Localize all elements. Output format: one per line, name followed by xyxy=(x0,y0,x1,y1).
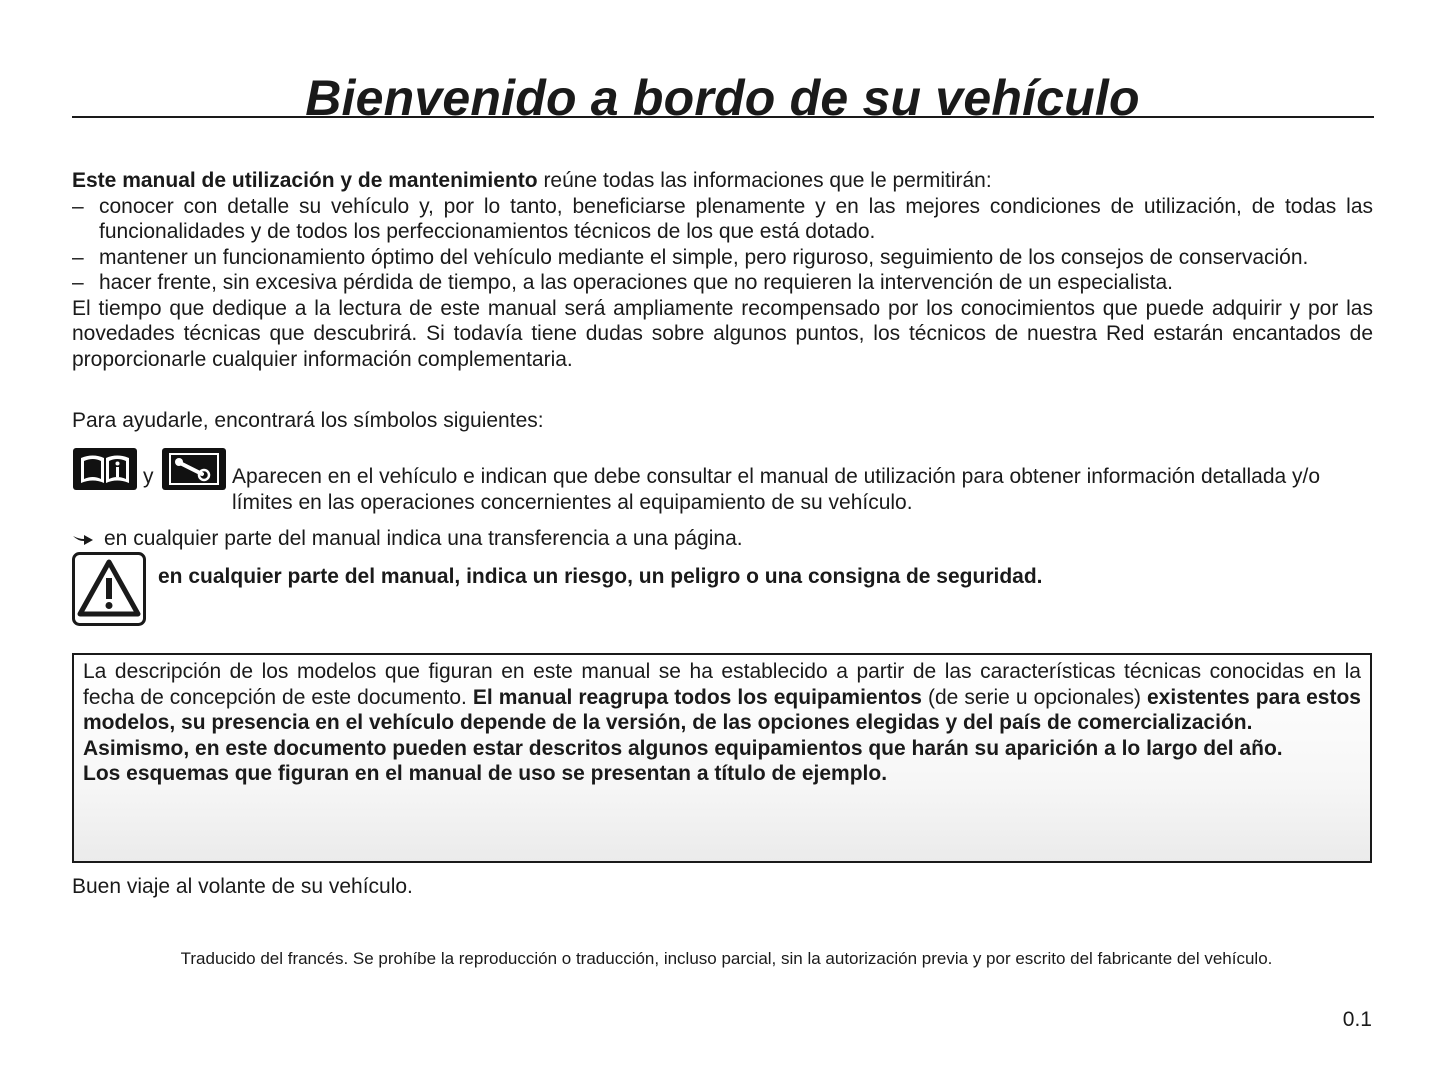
bullet-dash: – xyxy=(72,245,84,269)
wrench-icon xyxy=(162,448,226,490)
warning-triangle-icon xyxy=(72,552,146,626)
page-number: 0.1 xyxy=(1342,1008,1372,1031)
notice-text: La descripción de los modelos que figuran en este manual se ha establecido a partir de las características técnicas conocidas en la fecha de concepción de este documento. xyxy=(83,660,1361,709)
list-item xyxy=(72,270,1373,296)
bullet-text: hacer frente, sin excesiva pérdida de tiempo, a las operaciones que no requieren la intervención de un especialista. xyxy=(99,271,1173,294)
notice-paragraph-1 xyxy=(83,659,1361,736)
intro-section xyxy=(72,168,1373,372)
list-item xyxy=(72,245,1373,271)
list-item xyxy=(72,194,1373,245)
bullet-text: conocer con detalle su vehículo y, por lo tanto, beneficiarse plenamente y en las mejores condiciones de utilización, de todas las funcionalidades y de todos los perfeccionamientos técnicos de los que está dotado. xyxy=(99,194,1373,243)
bullet-text: mantener un funcionamiento óptimo del vehículo mediante el simple, pero riguroso, seguimiento de los consejos de conservación. xyxy=(99,245,1309,269)
notice-paragraph-2 xyxy=(83,736,1361,762)
notice-bold-text: Los esquemas que figuran en el manual de uso se presentan a título de ejemplo. xyxy=(83,762,888,785)
arrow-right-icon xyxy=(72,527,94,541)
intro-bullet-list xyxy=(72,194,1373,296)
bullet-dash: – xyxy=(72,194,84,218)
intro-paragraph: El tiempo que dedique a la lectura de este manual será ampliamente recompensado por los conocimientos que puede adquirir y por las novedades técnicas que descubrirá. Si todavía tiene dudas sobre algunos puntos, los técnicos de nuestra Red estarán encantados de proporcionarle cualquier información complementaria. xyxy=(72,296,1373,371)
bullet-dash: – xyxy=(72,271,84,294)
translation-footnote: Traducido del francés. Se prohíbe la reproducción o traducción, incluso parcial, sin la autorización previa y por escrito del fabricante del vehículo. xyxy=(180,949,1273,968)
notice-text: (de serie u opcionales) xyxy=(921,685,1147,709)
notice-bold-text: Asimismo, en este documento pueden estar descritos algunos equipamientos que harán su aparición a lo largo del año. xyxy=(83,736,1283,760)
title-underline xyxy=(72,116,1374,118)
notice-bold-text: El manual reagrupa todos los equipamientos xyxy=(472,685,922,709)
warning-row xyxy=(72,552,1373,628)
intro-lead xyxy=(72,168,1373,194)
notice-paragraph-3 xyxy=(83,761,1361,787)
closing-line: Buen viaje al volante de su vehículo. xyxy=(72,875,413,898)
page-reference-text: en cualquier parte del manual indica una transferencia a una página. xyxy=(104,527,743,550)
page-title: Bienvenido a bordo de su vehículo xyxy=(305,70,1140,126)
page-reference-line xyxy=(72,526,743,552)
symbols-row xyxy=(72,448,1373,512)
notice-bold-text: existentes para estos modelos, su presencia en el vehículo depende de la versión, de las opciones elegidas y del país de comercialización. xyxy=(83,685,1361,734)
symbols-description: Aparecen en el vehículo e indican que debe consultar el manual de utilización para obtener información detallada y/o límites en las operaciones concernientes al equipamiento de su vehículo. xyxy=(232,465,1321,514)
help-line: Para ayudarle, encontrará los símbolos siguientes: xyxy=(72,409,544,432)
warning-text: en cualquier parte del manual, indica un riesgo, un peligro o una consigna de seguridad. xyxy=(158,565,1043,588)
notice-box xyxy=(72,653,1372,863)
intro-lead-bold: Este manual de utilización y de mantenimiento xyxy=(72,169,538,192)
intro-lead-rest: reúne todas las informaciones que le permitirán: xyxy=(537,169,992,192)
manual-book-icon xyxy=(73,448,137,490)
symbols-joiner: y xyxy=(143,465,154,488)
